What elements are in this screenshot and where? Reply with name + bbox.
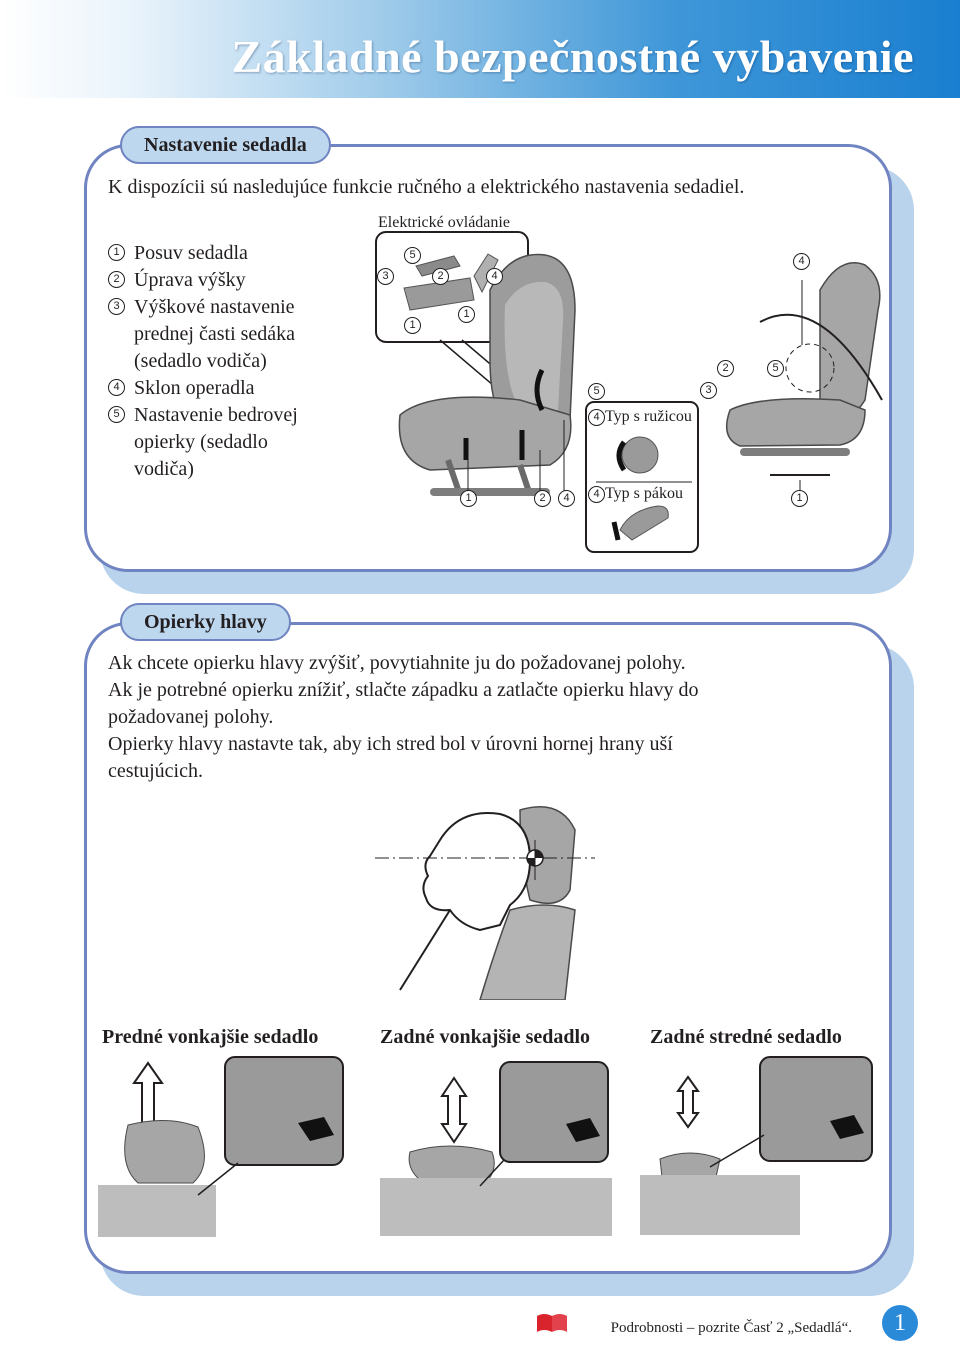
- electric-control-label: Elektrické ovládanie: [378, 214, 510, 231]
- list-item-text: opierky (sedadlo: [134, 431, 268, 453]
- head-position-diagram: [370, 800, 600, 1000]
- seat-intro-text: K dispozícii sú nasledujúce funkcie ručného a elektrického nastavenia sedadiel.: [108, 176, 745, 198]
- callout-2: 2: [432, 268, 449, 285]
- number-badge: 2: [108, 271, 125, 288]
- rear-center-headrest-illustration: [640, 1055, 876, 1235]
- callout-1d: 1: [791, 490, 808, 507]
- callout-4b: 4: [558, 490, 575, 507]
- seat-backrest: [820, 263, 880, 421]
- callout-3: 3: [377, 268, 394, 285]
- up-down-arrow-icon: [442, 1078, 466, 1142]
- number-badge: 5: [108, 406, 125, 423]
- headrest-shape: [125, 1120, 205, 1183]
- manual-seat-illustration: [700, 250, 890, 520]
- callout-2c: 2: [717, 360, 734, 377]
- list-item-text: Úprava výšky: [134, 269, 246, 291]
- seat-adjust-list: [108, 240, 348, 483]
- list-item: [108, 375, 348, 402]
- paragraph-line: Opierky hlavy nastavte tak, aby ich stred bol v úrovni hornej hrany uší: [108, 733, 673, 755]
- callout-4: 4: [486, 268, 503, 285]
- callout-2b: 2: [534, 490, 551, 507]
- headrest-section-tab: Opierky hlavy: [120, 603, 291, 641]
- rear-outer-seat-label: Zadné vonkajšie sedadlo: [380, 1026, 591, 1048]
- headrest-shape: [660, 1153, 720, 1177]
- paragraph-line: Ak chcete opierku hlavy zvýšiť, povytiahnite ju do požadovanej polohy.: [108, 652, 686, 674]
- list-item: [108, 294, 348, 375]
- callout-5: 5: [404, 247, 421, 264]
- headrest-instructions: [108, 650, 828, 785]
- detail-inset: [760, 1057, 872, 1161]
- list-item-text: Nastavenie bedrovej: [134, 404, 298, 426]
- rear-center-seat-label: Zadné stredné sedadlo: [650, 1026, 842, 1048]
- callout-1b: 1: [458, 306, 475, 323]
- detail-inset: [225, 1057, 343, 1165]
- number-badge: 3: [108, 298, 125, 315]
- list-item-text: prednej časti sedáka: [134, 323, 296, 345]
- callout-1: 1: [404, 317, 421, 334]
- paragraph-line: požadovanej polohy.: [108, 706, 274, 728]
- lever-type-label: [588, 485, 683, 503]
- callout-4c: 4: [793, 253, 810, 270]
- list-item-text: vodiča): [134, 458, 194, 480]
- number-badge: 4: [588, 486, 605, 503]
- callout-3c: 3: [700, 382, 717, 399]
- paragraph-line: Ak je potrebné opierku znížiť, stlačte západku a zatlačte opierku hlavy do: [108, 679, 699, 701]
- page-number-badge: 1: [882, 1305, 918, 1341]
- list-item: [108, 402, 348, 483]
- footer-reference: Podrobnosti – pozrite Časť 2 „Sedadlá“.: [610, 1320, 852, 1336]
- up-down-arrow-icon: [678, 1077, 698, 1127]
- number-badge: 4: [108, 379, 125, 396]
- rear-outer-headrest-illustration: [380, 1060, 612, 1236]
- seat-cushion: [399, 397, 570, 470]
- knob-type-label: [588, 408, 692, 426]
- front-headrest-illustration: [98, 1055, 348, 1237]
- knob-type-text: Typ s ružicou: [605, 408, 692, 425]
- seat-cushion: [727, 399, 865, 446]
- page-header: [0, 0, 960, 98]
- front-outer-seat-label: Predné vonkajšie sedadlo: [102, 1026, 319, 1048]
- lever-type-text: Typ s pákou: [605, 485, 683, 502]
- page-title: Základné bezpečnostné vybavenie: [231, 31, 914, 82]
- callout-5b: 5: [588, 383, 605, 400]
- seat-section-tab: Nastavenie sedadla: [120, 126, 331, 164]
- detail-inset: [500, 1062, 608, 1162]
- paragraph-line: cestujúcich.: [108, 760, 203, 782]
- list-item-text: Výškové nastavenie: [134, 296, 295, 318]
- list-item-text: (sedadlo vodiča): [134, 350, 267, 372]
- headrest-shape: [409, 1146, 494, 1180]
- manual-book-icon: [535, 1312, 569, 1334]
- list-item: [108, 240, 348, 267]
- knob-icon: [622, 437, 658, 473]
- list-item-text: Sklon operadla: [134, 377, 255, 399]
- list-item-text: Posuv sedadla: [134, 242, 248, 264]
- number-badge: 4: [588, 409, 605, 426]
- callout-5c: 5: [767, 360, 784, 377]
- number-badge: 1: [108, 244, 125, 261]
- list-item: [108, 267, 348, 294]
- seat-illustration: [370, 210, 710, 560]
- callout-1c: 1: [460, 490, 477, 507]
